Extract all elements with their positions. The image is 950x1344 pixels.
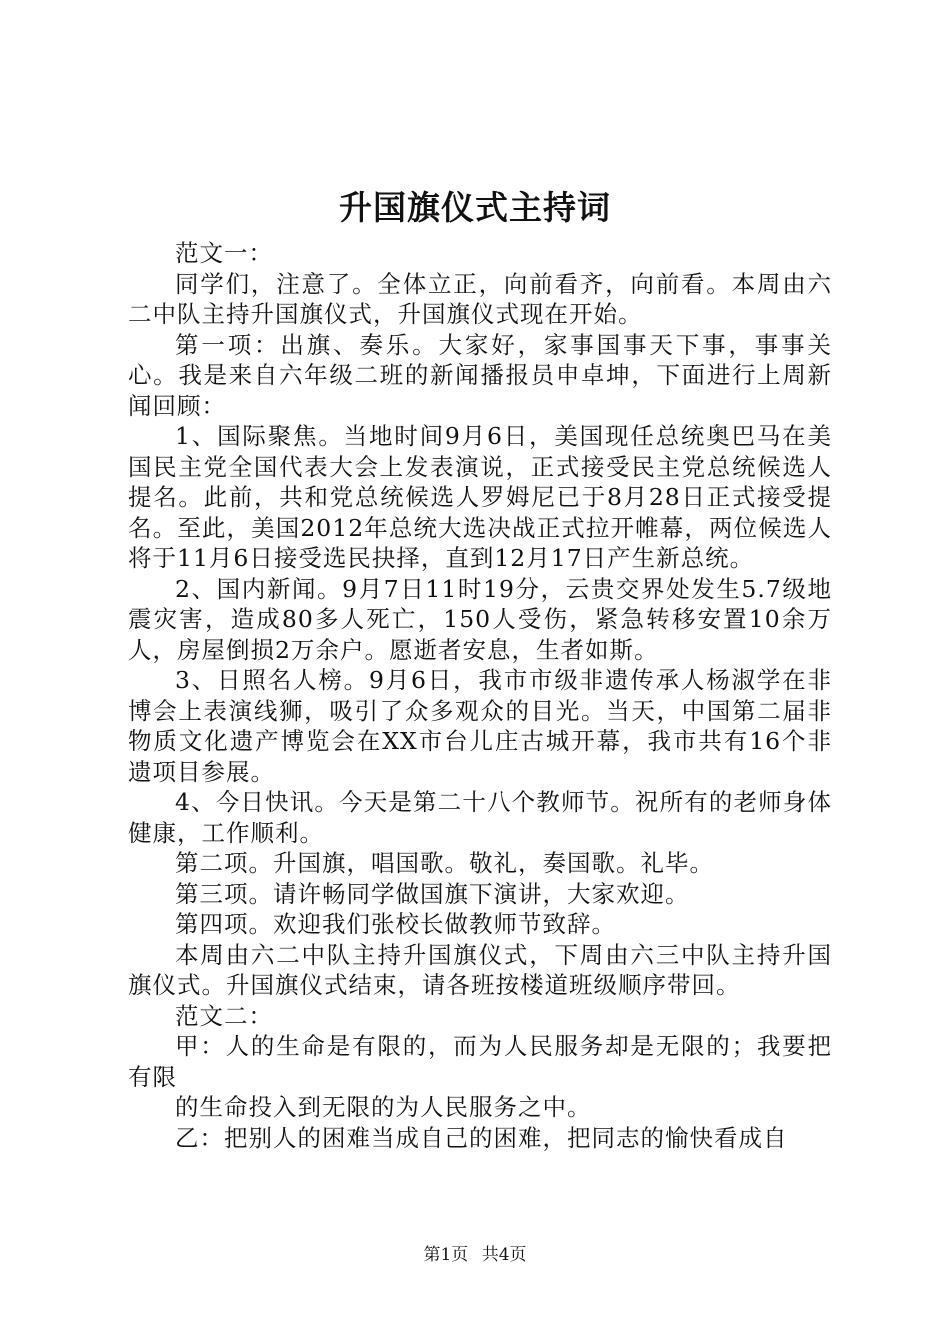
paragraph-section-heading: 范文一：	[175, 239, 273, 267]
document-body	[128, 238, 832, 1153]
paragraph: 4、今日快讯。今天是第二十八个教师节。祝所有的老师身体健康，工作顺利。	[128, 788, 832, 847]
paragraph: 乙：把别人的困难当成自己的困难，把同志的愉快看成自	[175, 1123, 788, 1152]
paragraph: 本周由六二中队主持升国旗仪式，下周由六三中队主持升国旗仪式。升国旗仪式结束，请各班按楼道班级顺序带回。	[128, 940, 832, 999]
paragraph: 第二项。升国旗，唱国歌。敬礼，奏国歌。礼毕。	[175, 849, 714, 877]
page-number-footer: 第1页 共4页	[423, 1245, 527, 1265]
paragraph: 同学们，注意了。全体立正，向前看齐，向前看。本周由六二中队主持升国旗仪式，升国旗仪式现在开始。	[128, 269, 832, 328]
paragraph: 2、国内新闻。9月7日11时19分，云贵交界处发生5.7级地震灾害，造成80多人死亡，150人受伤，紧急转移安置10余万人，房屋倒损2万余户。愿逝者安息，生者如斯。	[128, 574, 832, 664]
document-title: 升国旗仪式主持词	[339, 188, 611, 227]
paragraph: 的生命投入到无限的为人民服务之中。	[175, 1093, 592, 1121]
paragraph: 第四项。欢迎我们张校长做教师节致辞。	[175, 910, 616, 938]
paragraph: 1、国际聚焦。当地时间9月6日，美国现任总统奥巴马在美国民主党全国代表大会上发表演说，正式接受民主党总统候选人提名。此前，共和党总统候选人罗姆尼已于8月28日正式接受提名。至此，美国2012年总统大选决战正式拉开帷幕，两位候选人将于11月6日接受选民抉择，直到12月17日产生新总统。	[128, 422, 832, 572]
paragraph-section-heading: 范文二：	[175, 1001, 273, 1030]
paragraph: 甲：人的生命是有限的，而为人民服务却是无限的；我要把有限	[128, 1032, 832, 1091]
paragraph: 第三项。请许畅同学做国旗下演讲，大家欢迎。	[175, 879, 690, 908]
paragraph: 3、日照名人榜。9月6日，我市市级非遗传承人杨淑学在非博会上表演线狮，吸引了众多观众的目光。当天，中国第二届非物质文化遗产博览会在XX市台儿庄古城开幕，我市共有16个非遗项目参展。	[128, 666, 832, 786]
paragraph: 第一项：出旗、奏乐。大家好，家事国事天下事，事事关心。我是来自六年级二班的新闻播报员申卓坤，下面进行上周新闻回顾：	[128, 330, 832, 420]
